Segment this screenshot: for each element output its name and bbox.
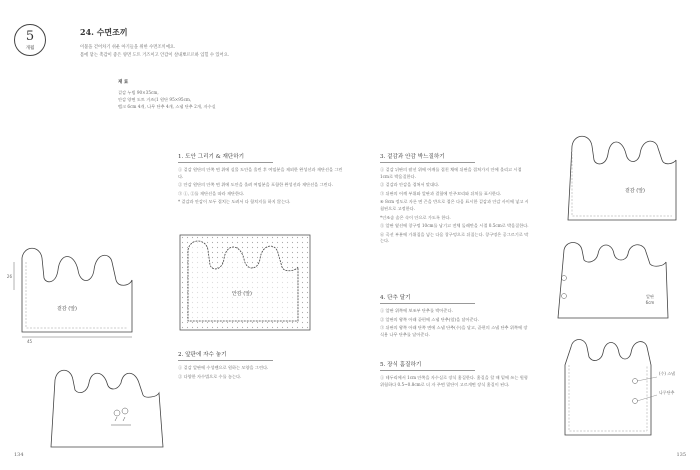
step-item: ③ 뒤판의 어깨 부위와 앞판과 결합에 안주꼬리와 뒤처를 표시한다. (380, 190, 502, 196)
step-item: ① 앞판 위쪽에 보조부 단추를 박아준다. (380, 308, 453, 313)
page-title: 24. 수면조끼 (80, 27, 128, 37)
step-item: ③ ①, ②를 재단선을 따라 재단한다. (178, 190, 245, 196)
section-heading: 1. 도안 그리기 & 재단하기 (178, 152, 273, 163)
sewing-figure-3 (555, 335, 675, 445)
section-heading: 5. 장식 홈질하기 (380, 360, 475, 371)
section-heading: 4. 단추 달기 (380, 293, 475, 304)
sewing-figure-1 (560, 130, 680, 225)
step-item: ⑤ 앞판 옆선에 창구멍 10cm를 남기고 전체 둘레만을 시접 0.5cm로 박음질한다. (380, 223, 529, 229)
step-item: * 겉감과 안감이 모두 겹치는 도려서 다 합치지를 하지 않는다. (178, 199, 291, 205)
step-item: ② 앞판의 왕쪽 아래 끝편에 스냅 단추(암)을 달아준다. (380, 316, 480, 322)
step-item: ① 겉감 원단의 안쪽 면 위에 실물 도안을 올린 후 여밈분을 제외한 완성선과 재단선을 그린다. (178, 167, 343, 179)
page-number: 135 (676, 452, 686, 458)
sewing-figure-2 (550, 238, 675, 323)
section-sewing (380, 152, 530, 247)
chapter-label: 개월 (25, 46, 35, 51)
section-decorative-stitch (380, 360, 530, 390)
section-buttons (380, 293, 530, 340)
r-fig2-label: 앞판 (645, 294, 655, 299)
fig1-label: 겉감 (앞) (57, 306, 77, 312)
step-item: ② 겉감과 안감을 겹쳐서 맞대다. (380, 182, 440, 188)
chapter-number: 5 (25, 29, 35, 44)
fig1-dim-h: 26 (6, 274, 12, 279)
pattern-figure-outer (6, 240, 142, 344)
material-item: 안감 양면 도트 거즈(1 원단 95×95cm, (118, 97, 192, 103)
materials-heading: 재 료 (118, 80, 129, 85)
material-item: 겉감 누빔 90×35cm, (118, 90, 159, 95)
step-item: ② 다양한 자수법으로 수를 놓는다. (178, 373, 242, 379)
r-fig3-label1: (수) 스냅 (659, 371, 675, 376)
intro-text (80, 44, 310, 59)
r-fig1-label: 겉감 (앞) (625, 188, 645, 194)
step-item: ② 안감 원단의 안쪽 면 위에 도안을 올려 여밈분을 포함한 완성선과 재단선을 그린다. (178, 182, 333, 188)
fig2-label: 안감 (앞) (232, 291, 252, 297)
material-item: 벨크 6cm 4개, 나무 단추 4개, 스냅 단추 2개, 자수실 (118, 104, 216, 110)
step-item: ① 테두리에서 1cm 안쪽을 자수실로 장식 홈질한다. 홈질을 할 때 밑에 쓰는 원형 위험하다 0.5~0.8cm로 더 자 주면 밑단이 고르게면 장식 홈질이 된다. (380, 375, 528, 387)
step-item: ① 겉감 뒤판의 팔선 위에 어깨를 겹친 채에 뒤판을 겹쳐가지 안에 올리고 시접 1cm로 박음질한다. (380, 167, 522, 179)
section-heading: 2. 앞판에 자수 놓기 (178, 350, 273, 361)
step-item: ⑥ 곡선 부분에 가위집을 넣는 다음 창구멍으로 뒤집는다. 창구멍은 공그르기로 막는다. (380, 231, 529, 244)
section-pattern-cutting (178, 152, 343, 208)
step-item: ④ 8cm 정도로 자른 면 끈을 반으로 접은 다음 표시한 겉감과 안감 사이에 넣고 시침핀으로 고정한다. (380, 199, 529, 211)
step-item: ① 겉감 앞판에 수성펜으로 원하는 모양을 그린다. (178, 365, 269, 370)
section-embroidery (178, 350, 343, 382)
r-fig3-label2: 나무단추 (659, 390, 675, 395)
pattern-figure-lining (180, 235, 310, 330)
embroidery-figure (45, 365, 175, 450)
intro-line: 몸에 닿는 촉감이 좋은 양면 도트 거즈이고 안감이 살내뽀르르하 입힐 수 있어요. (80, 52, 230, 58)
chapter-badge (14, 24, 46, 56)
step-item: ③ 뒤판의 왕쪽 아래 단쪽 면에 스냅 단추(수)을 달고, 끝편의 스냅 단추 위쪽에 장식용 나무 단추를 달아준다. (380, 325, 528, 337)
fig1-dim-w: 45 (27, 339, 33, 344)
right-page (350, 0, 700, 470)
section-heading: 3. 겉감과 안감 박느질하기 (380, 152, 475, 163)
step-item: *인조솜 솜은 속이 안으로 가도록 한다. (380, 214, 451, 220)
materials-list (118, 89, 318, 111)
r-fig2-sub: 6cm (645, 300, 655, 305)
vest-pattern-outline (22, 248, 132, 332)
intro-line: 이불을 걷어차기 쉬운 아기들을 위한 수면조끼예요. (80, 45, 176, 50)
page-number: 134 (14, 452, 24, 458)
